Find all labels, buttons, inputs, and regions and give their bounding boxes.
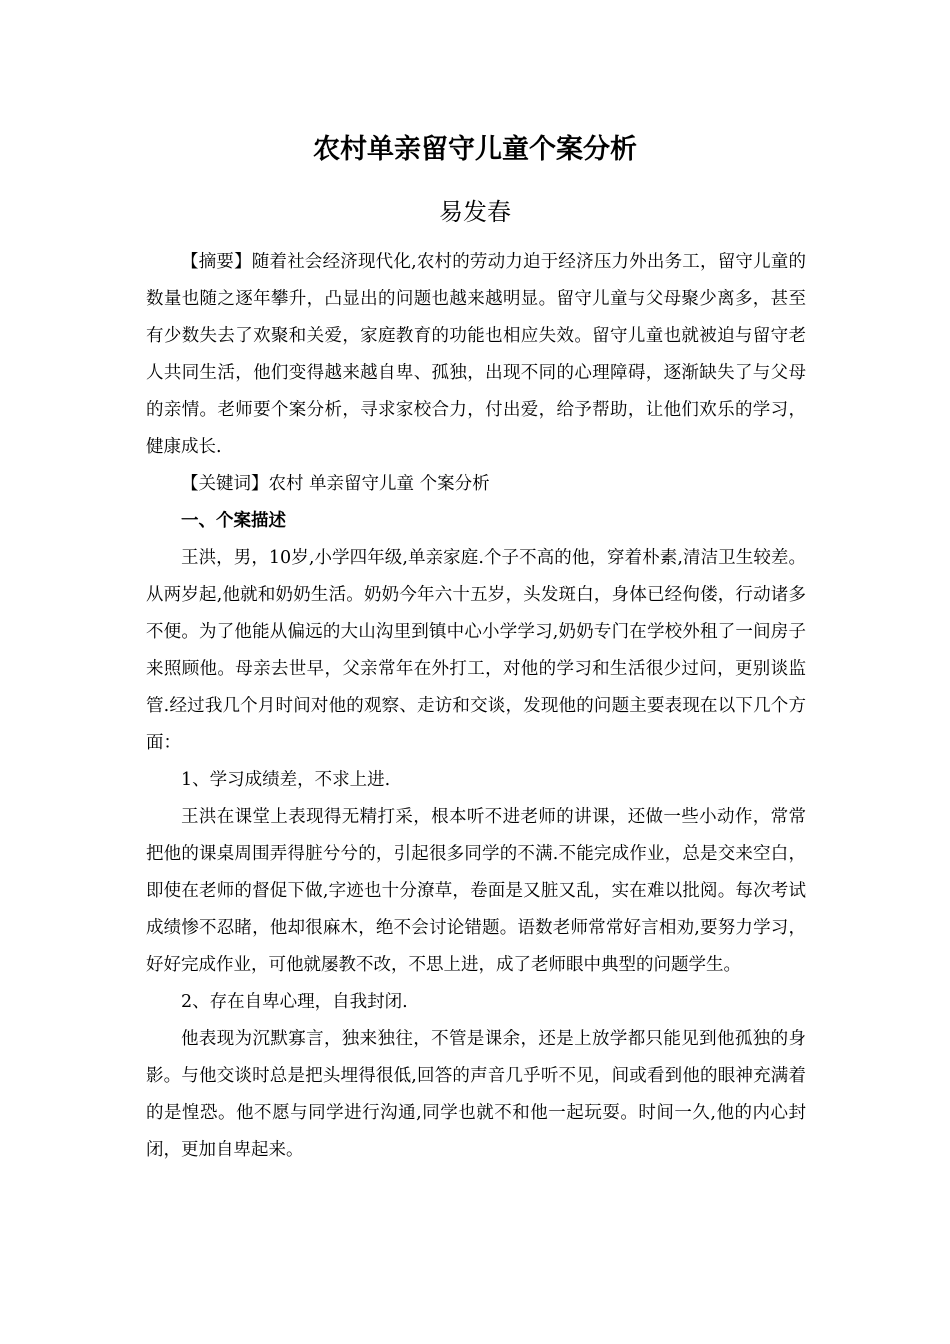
document-body (146, 244, 806, 1169)
body-paragraph: 【关键词】农村 单亲留守儿童 个案分析 (181, 474, 490, 494)
document-author: 易发春 (439, 198, 511, 226)
document-title: 农村单亲留守儿童个案分析 (313, 134, 637, 165)
body-paragraph: 1、学习成绩差，不求上进. (181, 770, 391, 790)
body-paragraph: 他表现为沉默寡言，独来独往，不管是课余，还是上放学都只能见到他孤独的身影。与他交谈时总是把头埋得很低,回答的声音几乎听不见，间或看到他的眼神充满着的是惶恐。他不愿与同学进行沟通,同学也就不和他一起玩耍。时间一久,他的内心封闭，更加自卑起来。 (146, 1029, 806, 1160)
section-heading: 一、个案描述 (181, 511, 286, 531)
body-paragraph: 【摘要】随着社会经济现代化,农村的劳动力迫于经济压力外出务工，留守儿童的数量也随之逐年攀升，凸显出的问题也越来越明显。留守儿童与父母聚少离多，甚至有少数失去了欢聚和关爱，家庭教育的功能也相应失效。留守儿童也就被迫与留守老人共同生活，他们变得越来越自卑、孤独，出现不同的心理障碍，逐渐缺失了与父母的亲情。老师要个案分析，寻求家校合力，付出爱，给予帮助，让他们欢乐的学习，健康成长. (146, 252, 806, 457)
body-paragraph: 王洪在课堂上表现得无精打采，根本听不进老师的讲课，还做一些小动作，常常把他的课桌周围弄得脏兮兮的，引起很多同学的不满.不能完成作业，总是交来空白，即使在老师的督促下做,字迹也十分潦草，卷面是又脏又乱，实在难以批阅。每次考试成绩惨不忍睹，他却很麻木，绝不会讨论错题。语数老师常常好言相劝,要努力学习，好好完成作业，可他就屡教不改，不思上进，成了老师眼中典型的问题学生。 (146, 807, 806, 975)
body-paragraph: 2、存在自卑心理，自我封闭. (181, 992, 408, 1012)
body-paragraph: 王洪，男，10岁,小学四年级,单亲家庭.个子不高的他，穿着朴素,清洁卫生较差。从两岁起,他就和奶奶生活。奶奶今年六十五岁，头发斑白，身体已经佝偻，行动诸多不便。为了他能从偏远的大山沟里到镇中心小学学习,奶奶专门在学校外租了一间房子来照顾他。母亲去世早，父亲常年在外打工，对他的学习和生活很少过问，更别谈监管.经过我几个月时间对他的观察、走访和交谈，发现他的问题主要表现在以下几个方面： (146, 548, 806, 753)
